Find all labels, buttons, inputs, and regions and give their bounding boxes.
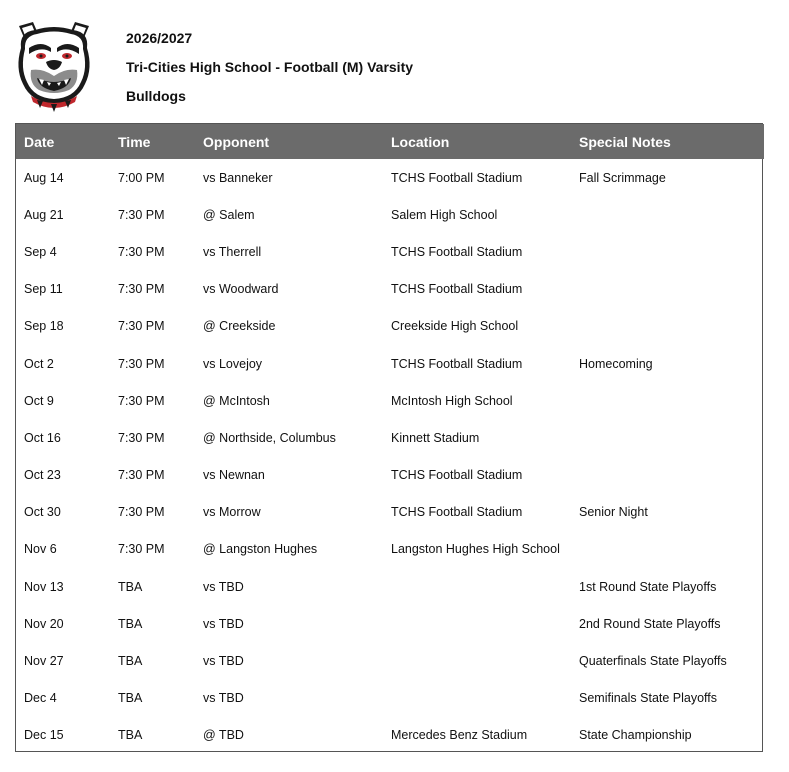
schedule-header [126, 24, 413, 111]
location-cell: Langston Hughes High School [391, 542, 560, 557]
location-cell: Mercedes Benz Stadium [391, 728, 528, 743]
table-row [16, 308, 764, 345]
season-label: 2026/2027 [126, 30, 193, 46]
location-cell: McIntosh High School [391, 393, 513, 408]
schedule-table-body [16, 159, 764, 754]
table-row [16, 642, 764, 679]
special-notes-cell [571, 382, 764, 419]
special-notes-cell: Semifinals State Playoffs [579, 691, 718, 706]
game-time-cell: 7:30 PM [118, 542, 165, 557]
opponent-cell: @ Langston Hughes [203, 542, 318, 557]
game-date-cell: Oct 2 [24, 356, 54, 371]
column-header-time: Time [118, 133, 151, 150]
game-time-cell: 7:00 PM [118, 170, 165, 185]
game-date-cell: Oct 23 [24, 468, 61, 483]
table-row [16, 680, 764, 717]
mascot-name: Bulldogs [126, 88, 186, 104]
location-cell: TCHS Football Stadium [391, 505, 523, 520]
table-row [16, 494, 764, 531]
location-cell [383, 680, 571, 717]
game-time-cell: 7:30 PM [118, 207, 165, 222]
special-notes-cell [571, 271, 764, 308]
game-time-cell: 7:30 PM [118, 505, 165, 520]
game-date-cell: Sep 18 [24, 319, 64, 334]
game-date-cell: Sep 4 [24, 244, 57, 259]
game-date-cell: Nov 13 [24, 579, 64, 594]
opponent-cell: @ McIntosh [203, 393, 270, 408]
game-time-cell: TBA [118, 579, 143, 594]
table-row [16, 568, 764, 605]
special-notes-cell: 2nd Round State Playoffs [579, 616, 721, 631]
column-header-opponent: Opponent [203, 133, 270, 150]
table-row [16, 717, 764, 754]
table-row [16, 196, 764, 233]
location-cell [383, 642, 571, 679]
opponent-cell: vs Newnan [203, 468, 265, 483]
opponent-cell: vs Lovejoy [203, 356, 263, 371]
game-date-cell: Oct 16 [24, 430, 61, 445]
special-notes-cell [571, 233, 764, 270]
game-time-cell: 7:30 PM [118, 468, 165, 483]
special-notes-cell: Fall Scrimmage [579, 170, 666, 185]
location-cell: Salem High School [391, 207, 498, 222]
game-time-cell: TBA [118, 616, 143, 631]
opponent-cell: vs Banneker [203, 170, 273, 185]
schedule-table [16, 124, 764, 754]
opponent-cell: @ Salem [203, 207, 255, 222]
table-header-row [16, 124, 764, 159]
game-time-cell: TBA [118, 654, 143, 669]
location-cell: TCHS Football Stadium [391, 282, 523, 297]
opponent-cell: vs TBD [203, 654, 244, 669]
game-date-cell: Nov 20 [24, 616, 64, 631]
special-notes-cell [571, 457, 764, 494]
game-date-cell: Sep 11 [24, 282, 63, 297]
special-notes-cell [571, 419, 764, 456]
special-notes-cell [571, 531, 764, 568]
schedule-table-container [15, 123, 763, 752]
game-date-cell: Nov 27 [24, 654, 64, 669]
opponent-cell: @ TBD [203, 728, 244, 743]
special-notes-cell: Homecoming [579, 356, 653, 371]
game-time-cell: 7:30 PM [118, 244, 165, 259]
special-notes-cell: 1st Round State Playoffs [579, 579, 717, 594]
column-header-special-notes: Special Notes [579, 133, 671, 150]
location-cell: TCHS Football Stadium [391, 356, 523, 371]
special-notes-cell [571, 308, 764, 345]
location-cell [383, 605, 571, 642]
opponent-cell: vs Morrow [203, 505, 261, 520]
location-cell: TCHS Football Stadium [391, 170, 523, 185]
opponent-cell: vs TBD [203, 616, 244, 631]
game-time-cell: TBA [118, 728, 143, 743]
table-row [16, 233, 764, 270]
game-time-cell: TBA [118, 691, 143, 706]
table-row [16, 271, 764, 308]
special-notes-cell: Quaterfinals State Playoffs [579, 654, 727, 669]
table-row [16, 159, 764, 196]
school-team-title: Tri-Cities High School - Football (M) Varsity [126, 59, 414, 75]
table-row [16, 531, 764, 568]
game-time-cell: 7:30 PM [118, 356, 165, 371]
game-time-cell: 7:30 PM [118, 282, 165, 297]
location-cell: Creekside High School [391, 319, 519, 334]
column-header-date: Date [24, 133, 55, 150]
location-cell: TCHS Football Stadium [391, 244, 523, 259]
table-row [16, 345, 764, 382]
game-date-cell: Dec 15 [24, 728, 64, 743]
game-date-cell: Aug 21 [24, 207, 64, 222]
game-date-cell: Aug 14 [24, 170, 64, 185]
location-cell [383, 568, 571, 605]
location-cell: TCHS Football Stadium [391, 468, 523, 483]
special-notes-cell [571, 196, 764, 233]
table-row [16, 605, 764, 642]
special-notes-cell: Senior Night [579, 505, 648, 520]
game-date-cell: Nov 6 [24, 542, 57, 557]
game-date-cell: Oct 9 [24, 393, 54, 408]
game-date-cell: Oct 30 [24, 505, 61, 520]
opponent-cell: @ Creekside [203, 319, 276, 334]
opponent-cell: @ Northside, Columbus [203, 430, 336, 445]
table-row [16, 457, 764, 494]
bulldog-mascot-icon [13, 18, 95, 114]
game-date-cell: Dec 4 [24, 691, 57, 706]
opponent-cell: vs TBD [203, 579, 244, 594]
game-time-cell: 7:30 PM [118, 319, 165, 334]
column-header-location: Location [391, 133, 450, 150]
table-row [16, 382, 764, 419]
game-time-cell: 7:30 PM [118, 430, 165, 445]
opponent-cell: vs Woodward [203, 282, 279, 297]
location-cell: Kinnett Stadium [391, 430, 480, 445]
game-time-cell: 7:30 PM [118, 393, 165, 408]
special-notes-cell: State Championship [579, 728, 692, 743]
table-row [16, 419, 764, 456]
opponent-cell: vs TBD [203, 691, 244, 706]
opponent-cell: vs Therrell [203, 244, 262, 259]
